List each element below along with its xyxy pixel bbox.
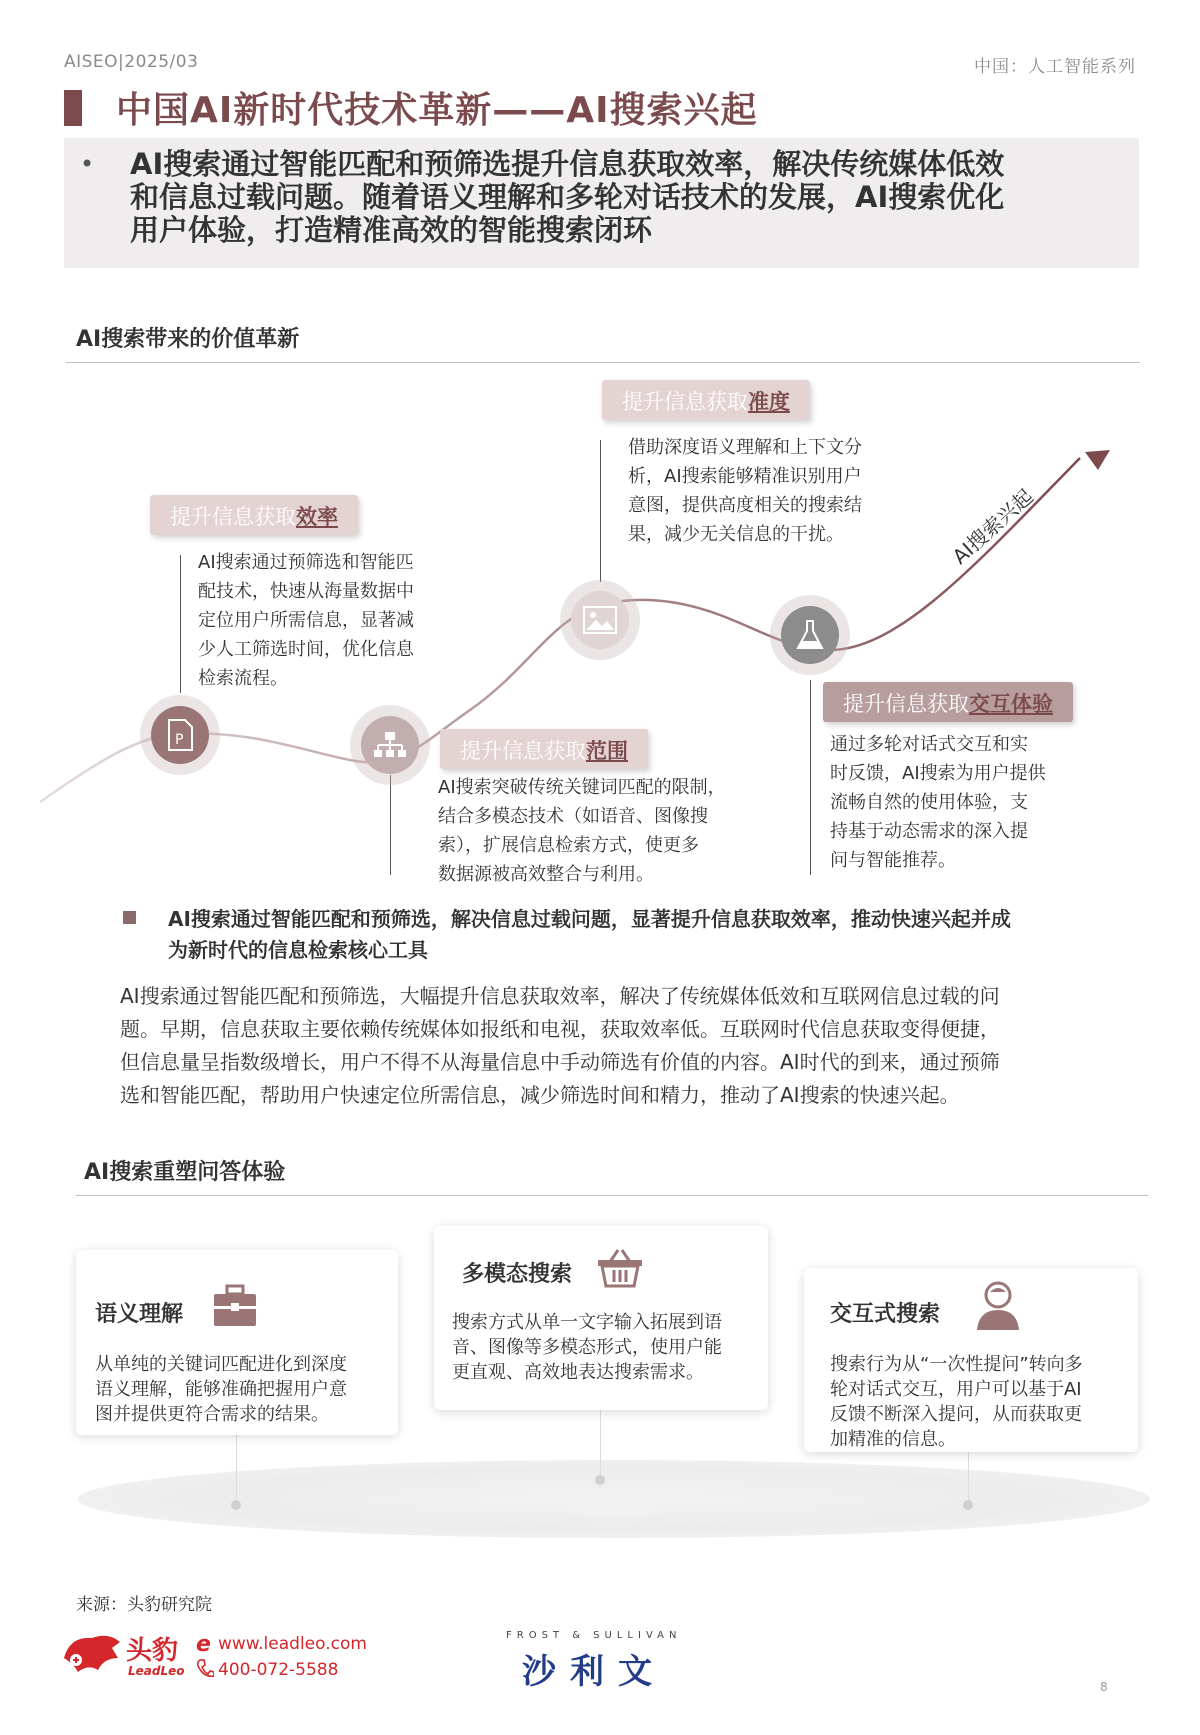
value-tag-scope [440,729,648,769]
platform-base [78,1460,1150,1538]
card-title: 交互式搜索 [830,1302,941,1327]
connector-line [390,775,391,875]
card-connector-dot [231,1500,241,1510]
leadleo-logo-subtext: LeadLeo [128,1664,185,1678]
desc-line: 通过多轮对话式交互和实 [830,734,1028,755]
desc-line: 配技术，快速从海量数据中 [198,581,414,602]
desc-line: 析，AI搜索能够精准识别用户 [628,466,862,487]
card-desc-line: 从单纯的关键词匹配进化到深度 [95,1354,347,1375]
desc-line: 持基于动态需求的深入提 [830,821,1028,842]
card-connector [600,1410,601,1478]
value-desc-efficiency [198,548,458,693]
summary-text [130,148,1090,247]
curve-label: AI搜索兴起 [947,484,1038,569]
svg-text:P: P [175,732,184,748]
summary-line: AI搜索通过智能匹配和预筛选提升信息获取效率，解决传统媒体低效 [130,147,1005,181]
card-desc [830,1352,1130,1452]
desc-line: AI搜索突破传统关键词匹配的限制， [438,777,726,798]
page-title: 中国AI新时代技术革新——AI搜索兴起 [116,90,758,131]
desc-line: 定位用户所需信息，显著减 [198,610,414,631]
card-connector-dot [595,1475,605,1485]
card-desc-line: 更直观、高效地表达搜索需求。 [452,1362,704,1383]
card-title: 多模态搜索 [462,1262,573,1287]
tag-prefix: 提升信息获取 [622,390,748,414]
key-point-line: AI搜索通过智能匹配和预筛选，解决信息过载问题，显著提升信息获取效率，推动快速兴起并成 [168,907,1011,931]
desc-line: 借助深度语义理解和上下文分 [628,437,862,458]
report-code: AISEO|2025/03 [64,52,199,72]
point-square-icon [123,911,136,924]
value-desc-scope [438,773,758,889]
user-icon [975,1280,1021,1336]
desc-line: 结合多模态技术（如语音、图像搜 [438,806,708,827]
card-connector [968,1452,969,1504]
tag-prefix: 提升信息获取 [460,739,586,763]
timeline-node [560,580,640,660]
title-accent-bar [64,90,82,126]
image-icon [571,591,629,649]
key-point [168,904,1118,966]
value-tag-efficiency [150,495,358,535]
connector-line [180,555,181,693]
timeline-node [770,595,850,675]
card-desc-line: 图并提供更符合需求的结果。 [95,1404,329,1425]
value-tag-interaction [823,682,1073,722]
body-line: 但信息量呈指数级增长，用户不得不从海量信息中手动筛选有价值的内容。AI时代的到来，通过预筛 [120,1050,1000,1074]
series-label: 中国：人工智能系列 [974,57,1136,77]
curve-arrowhead [1085,450,1110,470]
section-divider [76,1195,1148,1196]
desc-line: 果，减少无关信息的干扰。 [628,524,844,545]
tag-highlight: 效率 [296,505,338,529]
summary-line: 和信息过载问题。随着语义理解和多轮对话技术的发展，AI搜索优化 [130,180,1005,214]
value-tag-accuracy [602,380,810,420]
leadleo-logo-text: 头豹 [126,1636,179,1666]
card-connector [236,1435,237,1503]
section-title-value: AI搜索带来的价值革新 [76,327,300,352]
card-desc [95,1352,385,1427]
tag-prefix: 提升信息获取 [170,505,296,529]
phone-number: 400-072-5588 [218,1660,339,1680]
phone-icon [196,1658,214,1682]
desc-line: 流畅自然的使用体验，支 [830,792,1028,813]
hierarchy-icon [361,716,419,774]
card-desc-line: 加精准的信息。 [830,1429,956,1450]
card-desc [452,1310,762,1385]
frost-sullivan-logo-text: 沙利文 [522,1652,666,1692]
leadleo-logo-icon [60,1628,124,1682]
body-paragraph [120,980,1110,1112]
basket-icon [596,1246,644,1292]
card-desc-line: 搜索行为从“一次性提问”转向多 [830,1354,1083,1375]
card-desc-line: 轮对话式交互，用户可以基于AI [830,1379,1082,1400]
web-icon: e [196,1632,211,1657]
card-desc-line: 语义理解，能够准确把握用户意 [95,1379,347,1400]
website-link[interactable]: www.leadleo.com [218,1634,367,1654]
body-line: 题。早期，信息获取主要依赖传统媒体如报纸和电视，获取效率低。互联网时代信息获取变得便捷， [120,1017,1000,1041]
tag-highlight: 准度 [748,390,790,414]
desc-line: 索），扩展信息检索方式，使更多 [438,835,699,856]
timeline-node [350,705,430,785]
desc-line: 数据源被高效整合与利用。 [438,864,654,885]
body-line: AI搜索通过智能匹配和预筛选，大幅提升信息获取效率，解决了传统媒体低效和互联网信息过载的问 [120,984,1000,1008]
frost-sullivan-logo-top: FROST & SULLIVAN [506,1630,682,1641]
card-desc-line: 反馈不断深入提问，从而获取更 [830,1404,1082,1425]
tag-highlight: 范围 [586,739,628,763]
tag-prefix: 提升信息获取 [843,692,969,716]
briefcase-icon [212,1284,258,1332]
key-point-line: 为新时代的信息检索核心工具 [168,938,428,962]
value-desc-interaction [830,730,1090,875]
desc-line: 时反馈，AI搜索为用户提供 [830,763,1046,784]
connector-line [600,440,601,582]
value-desc-accuracy [628,433,908,549]
desc-line: AI搜索通过预筛选和智能匹 [198,552,414,573]
source-note: 来源：头豹研究院 [76,1595,212,1615]
flask-icon [781,606,839,664]
connector-line [810,680,811,875]
page-number: 8 [1100,1680,1108,1694]
desc-line: 问与智能推荐。 [830,850,956,871]
tag-highlight: 交互体验 [969,692,1053,716]
section-title-qa: AI搜索重塑问答体验 [84,1160,286,1185]
document-icon [151,706,209,764]
summary-line: 用户体验，打造精准高效的智能搜索闭环 [130,213,653,247]
desc-line: 少人工筛选时间，优化信息 [198,639,414,660]
card-desc-line: 音、图像等多模态形式，使用户能 [452,1337,722,1358]
body-line: 选和智能匹配，帮助用户快速定位所需信息，减少筛选时间和精力，推动了AI搜索的快速兴起。 [120,1083,960,1107]
card-desc-line: 搜索方式从单一文字输入拓展到语 [452,1312,722,1333]
card-title: 语义理解 [95,1302,184,1327]
desc-line: 意图，提供高度相关的搜索结 [628,495,862,516]
card-connector-dot [963,1500,973,1510]
timeline-node [140,695,220,775]
desc-line: 检索流程。 [198,668,288,689]
summary-bullet: • [80,150,95,178]
section-divider [66,362,1140,363]
